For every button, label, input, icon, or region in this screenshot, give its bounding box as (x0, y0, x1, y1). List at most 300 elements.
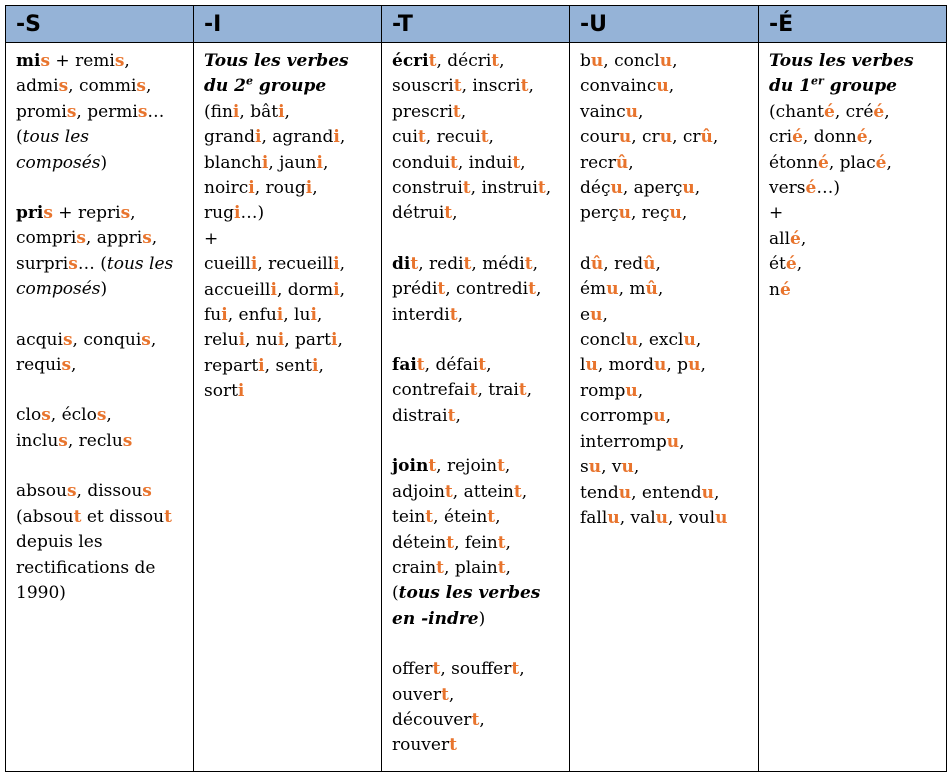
text-line (16, 74, 187, 99)
text-segment: , (633, 457, 640, 478)
ending-highlight: u (653, 355, 667, 376)
text-segment: , excl (638, 330, 684, 351)
ending-highlight: u (606, 279, 619, 300)
text-segment: cueill (204, 254, 251, 275)
text-segment: et dissou (81, 506, 165, 527)
text-segment: vers (769, 178, 806, 199)
text-segment: recr (580, 152, 616, 173)
text-line (580, 49, 752, 74)
text-line (392, 531, 563, 556)
ending-highlight: s (41, 405, 51, 426)
text-segment: promi (16, 101, 67, 122)
ending-highlight: u (653, 406, 666, 427)
text-segment: , (130, 203, 136, 224)
text-segment: (absou (16, 506, 74, 527)
text-segment: di (392, 253, 411, 274)
text-line (580, 125, 752, 150)
text-line (580, 430, 752, 455)
text-segment: + repri (52, 203, 121, 224)
text-line (769, 278, 940, 303)
ending-highlight: s (62, 329, 73, 350)
text-segment: , red (603, 253, 644, 274)
text-line (16, 403, 187, 428)
text-segment: , lu (283, 305, 311, 326)
text-segment: rectifications de (16, 557, 156, 578)
text-segment: souscri (392, 76, 454, 97)
ending-highlight: t (449, 735, 457, 756)
text-segment: , (712, 127, 719, 148)
text-segment: , (337, 330, 343, 351)
text-segment: composés (16, 152, 101, 173)
text-segment: , (499, 51, 505, 71)
text-segment: cui (392, 127, 418, 148)
ending-highlight: t (410, 253, 419, 274)
text-segment: , (867, 127, 873, 148)
text-segment: , (495, 507, 501, 528)
text-line (16, 505, 187, 530)
column-u-cell (570, 43, 759, 772)
text-segment: , bât (239, 101, 279, 122)
ending-highlight: t (449, 152, 458, 173)
text-line (204, 379, 375, 404)
ending-highlight: t (491, 51, 500, 71)
ending-highlight: u (688, 355, 701, 376)
text-line (204, 303, 375, 328)
text-segment: , concl (603, 51, 660, 71)
ending-highlight: i (331, 330, 338, 351)
text-segment: prédi (392, 279, 438, 300)
text-segment: , éclo (50, 405, 97, 426)
text-segment: , plac (828, 152, 876, 173)
text-line (392, 733, 563, 758)
text-segment: rouver (392, 735, 450, 756)
ending-highlight: t (512, 152, 521, 173)
ending-highlight: s (68, 253, 78, 274)
text-segment: clo (16, 405, 42, 426)
ending-highlight: é (824, 101, 835, 122)
text-line (392, 252, 563, 277)
ending-highlight: t (440, 684, 449, 705)
text-segment: distrai (392, 405, 448, 426)
text-line (392, 277, 563, 302)
spacer (392, 429, 563, 454)
ending-highlight: u (715, 507, 728, 528)
text-line (16, 328, 187, 353)
ending-highlight: t (469, 380, 478, 401)
ending-highlight: s (137, 101, 148, 122)
text-segment: , (505, 557, 511, 578)
text-segment: …) (240, 203, 265, 224)
text-segment: , (521, 481, 528, 502)
spacer (392, 632, 563, 657)
text-line (580, 252, 752, 277)
ending-highlight: t (444, 203, 453, 224)
text-segment: cour (580, 127, 619, 148)
text-segment: acqui (16, 329, 63, 350)
ending-highlight: é (779, 279, 791, 300)
text-segment: concl (580, 330, 626, 351)
text-segment: grand (204, 127, 255, 148)
ending-highlight: t (425, 507, 434, 528)
header-row (6, 6, 947, 43)
text-segment: , plain (444, 557, 498, 578)
text-segment: , (638, 101, 644, 122)
text-segment: , reclu (67, 430, 123, 451)
ending-highlight: i (261, 152, 269, 173)
ending-highlight: u (621, 457, 634, 478)
column-s-cell (6, 43, 194, 772)
text-segment: , (318, 355, 324, 376)
ending-highlight: t (432, 659, 441, 680)
text-segment: pri (16, 203, 44, 224)
text-line (392, 353, 563, 378)
text-segment: , étein (433, 507, 488, 528)
ending-highlight: t (417, 127, 426, 148)
text-segment: , (528, 76, 534, 97)
text-segment: ) (478, 608, 486, 629)
ending-highlight: t (73, 506, 82, 527)
text-line (392, 480, 563, 505)
text-segment: , v (601, 457, 622, 478)
text-segment: , (668, 76, 675, 97)
ending-highlight: u (618, 127, 632, 148)
text-line (769, 100, 940, 125)
text-segment: , m (618, 279, 646, 300)
text-segment: , commi (68, 76, 137, 97)
text-line (16, 581, 187, 606)
text-segment: , p (666, 355, 689, 376)
body-row (6, 43, 947, 772)
ending-highlight: t (497, 557, 506, 578)
text-line (204, 74, 375, 99)
text-segment: contrefai (392, 380, 470, 401)
text-segment: , trai (477, 380, 519, 401)
text-segment: , (672, 51, 678, 71)
ending-highlight: é (792, 127, 803, 148)
text-segment: , (339, 279, 346, 300)
ending-highlight: u (607, 507, 620, 528)
spacer (392, 227, 563, 252)
text-line (580, 277, 752, 302)
ending-highlight: é (805, 178, 817, 199)
ending-highlight: t (524, 253, 533, 274)
text-segment: découver (392, 709, 472, 730)
ending-highlight: s (120, 203, 131, 224)
ending-highlight: i (254, 127, 262, 148)
text-segment: , (628, 152, 634, 173)
text-segment: , (312, 178, 318, 199)
text-segment: fall (580, 507, 608, 528)
ending-highlight: u (618, 203, 631, 224)
column-t-cell (382, 43, 570, 772)
text-segment: , (695, 330, 702, 351)
text-segment: , dissou (76, 481, 143, 502)
text-line (769, 74, 940, 99)
text-line (580, 328, 752, 353)
ending-highlight: t (528, 279, 536, 300)
ending-highlight: i (312, 355, 319, 376)
text-segment: , décri (436, 51, 492, 71)
ending-highlight: s (96, 405, 107, 426)
text-line (769, 176, 940, 201)
text-segment: convainc (580, 76, 657, 97)
text-segment: blanch (204, 152, 262, 173)
text-segment: fu (204, 305, 222, 326)
ending-highlight: t (447, 405, 456, 426)
text-line (16, 125, 187, 150)
text-segment: , (532, 253, 538, 274)
text-line (580, 379, 752, 404)
text-segment: absou (16, 481, 67, 502)
text-line (204, 354, 375, 379)
text-segment: d (580, 253, 591, 274)
text-segment: , (151, 228, 158, 249)
text-segment: , donn (802, 127, 857, 148)
text-segment: + (769, 203, 784, 224)
text-segment: vainc (580, 101, 626, 122)
ending-highlight: u (625, 101, 639, 122)
text-segment: , défai (424, 355, 479, 376)
text-line (392, 581, 563, 606)
ending-highlight: i (276, 305, 284, 326)
ending-highlight: i (316, 152, 323, 173)
text-segment: écri (392, 51, 429, 71)
text-segment: adjoin (392, 481, 445, 502)
ending-highlight: û (643, 253, 656, 274)
text-segment: condui (392, 152, 450, 173)
ending-highlight: s (142, 228, 152, 249)
text-line (580, 74, 752, 99)
text-line (16, 201, 187, 226)
text-segment: , (339, 127, 346, 148)
text-segment: rug (204, 203, 234, 224)
ending-highlight: t (428, 51, 437, 71)
ending-highlight: s (76, 228, 86, 249)
text-line (392, 556, 563, 581)
text-segment: , (452, 203, 458, 224)
text-segment: groupe (253, 76, 327, 97)
text-segment: , (637, 380, 644, 401)
text-segment: mi (16, 51, 41, 71)
text-segment: ouver (392, 684, 441, 705)
text-segment: fai (392, 355, 417, 376)
ending-highlight: û (590, 253, 604, 274)
ending-highlight: i (221, 305, 228, 326)
ending-highlight: u (656, 76, 669, 97)
text-segment: , nu (245, 330, 278, 351)
text-segment: , val (619, 507, 656, 528)
text-line (392, 100, 563, 125)
ending-highlight: t (164, 506, 172, 527)
text-segment: en -indre (392, 608, 479, 629)
ending-highlight: i (232, 101, 240, 122)
text-line (392, 176, 563, 201)
text-segment: , enfu (227, 305, 277, 326)
text-line (580, 100, 752, 125)
ending-highlight: t (436, 557, 445, 578)
text-segment: e (246, 74, 253, 88)
ending-highlight: i (278, 101, 285, 122)
text-line (204, 328, 375, 353)
ending-highlight: i (333, 279, 340, 300)
text-segment: , recui (425, 127, 481, 148)
text-segment: corromp (580, 406, 654, 427)
spacer (16, 176, 187, 201)
ending-highlight: u (669, 203, 682, 224)
text-segment: , cr (631, 127, 660, 148)
text-line (16, 353, 187, 378)
ending-highlight: û (615, 152, 629, 173)
text-segment: du 2 (204, 76, 246, 97)
text-line (769, 125, 940, 150)
text-segment: du 1 (769, 76, 811, 97)
text-segment: + (204, 228, 219, 249)
header-i: -I (194, 6, 382, 43)
ending-highlight: t (518, 380, 527, 401)
text-line (392, 378, 563, 403)
text-segment: , (519, 659, 525, 680)
text-segment: , (886, 152, 892, 173)
text-segment: , (455, 405, 461, 426)
text-segment: , instrui (470, 178, 538, 199)
text-segment: , conqui (72, 329, 142, 350)
text-line (580, 455, 752, 480)
ending-highlight: s (61, 355, 72, 376)
text-segment: romp (580, 380, 626, 401)
text-segment: all (769, 228, 791, 249)
text-line (204, 100, 375, 125)
text-line (16, 151, 187, 176)
ending-highlight: s (58, 76, 69, 97)
text-line (16, 49, 187, 74)
text-segment: , (124, 51, 130, 71)
spacer (16, 303, 187, 328)
text-segment: er (811, 74, 824, 88)
text-segment: , (665, 406, 672, 427)
ending-highlight: t (537, 178, 546, 199)
text-segment: , (694, 178, 701, 199)
ending-highlight: s (66, 481, 77, 502)
text-segment: , (479, 709, 485, 730)
text-segment: , (657, 279, 664, 300)
spacer (392, 328, 563, 353)
text-line (580, 506, 752, 531)
ending-highlight: u (590, 51, 604, 71)
text-segment: , (714, 482, 720, 503)
text-line (204, 125, 375, 150)
text-segment: , (316, 305, 323, 326)
text-line (392, 708, 563, 733)
text-segment: n (769, 279, 780, 300)
column-i-cell (194, 43, 382, 772)
text-segment: , (145, 76, 152, 97)
text-line (580, 201, 752, 226)
text-line (392, 505, 563, 530)
text-line (769, 49, 940, 74)
header-u: -U (570, 6, 759, 43)
text-segment: tous les verbes (398, 583, 541, 604)
ending-highlight: t (453, 76, 462, 97)
text-segment: crain (392, 557, 437, 578)
text-line (16, 252, 187, 277)
spacer (580, 227, 752, 252)
ending-highlight: s (136, 76, 146, 97)
ending-highlight: t (462, 178, 471, 199)
ending-highlight: u (683, 330, 696, 351)
text-segment: Tous les verbes (769, 51, 914, 71)
text-line (16, 100, 187, 125)
ending-highlight: t (513, 481, 522, 502)
ending-highlight: i (333, 254, 340, 275)
text-segment: interromp (580, 431, 667, 452)
text-segment: , sent (264, 355, 313, 376)
ending-highlight: t (446, 532, 455, 553)
ending-highlight: i (333, 127, 340, 148)
text-line (204, 252, 375, 277)
text-segment: , jaun (268, 152, 317, 173)
text-segment: , fein (454, 532, 498, 553)
text-segment: cri (769, 127, 793, 148)
ending-highlight: u (625, 330, 639, 351)
text-line (580, 404, 752, 429)
text-segment: surpri (16, 253, 69, 274)
text-line (392, 607, 563, 632)
text-segment: ( (392, 583, 399, 604)
text-line (580, 151, 752, 176)
ending-highlight: t (480, 127, 489, 148)
text-segment: , (457, 304, 463, 325)
ending-highlight: s (122, 430, 133, 451)
text-line (392, 125, 563, 150)
text-segment: depuis les (16, 532, 103, 553)
text-segment: déç (580, 178, 611, 199)
ending-highlight: u (610, 178, 623, 199)
text-segment: , souffer (440, 659, 512, 680)
text-segment: (chant (769, 101, 825, 122)
text-segment: , (322, 152, 329, 173)
text-segment: , indui (457, 152, 513, 173)
header-s: -S (6, 6, 194, 43)
text-segment: ) (100, 152, 108, 173)
ending-highlight: i (305, 178, 313, 199)
text-segment: offer (392, 659, 433, 680)
text-segment: sort (204, 381, 238, 402)
text-line (16, 429, 187, 454)
text-segment: , (535, 279, 542, 300)
text-segment: , (884, 101, 890, 122)
text-segment: , inscri (461, 76, 521, 97)
ending-highlight: é (785, 254, 797, 275)
text-segment: , (284, 101, 290, 122)
ending-highlight: é (818, 152, 829, 173)
text-segment: admi (16, 76, 59, 97)
text-segment: , (602, 304, 608, 325)
text-line (580, 353, 752, 378)
text-segment: , cré (834, 101, 874, 122)
ending-highlight: i (310, 305, 317, 326)
text-segment: , entend (631, 482, 702, 503)
text-line (16, 277, 187, 302)
text-segment: , (448, 684, 455, 705)
header-e-acute: -É (759, 6, 947, 43)
text-segment: , (504, 456, 511, 477)
text-segment: tous les (106, 253, 174, 274)
text-segment: , aperç (622, 178, 683, 199)
text-segment: , redi (418, 253, 464, 274)
ending-highlight: t (463, 253, 472, 274)
text-line (769, 201, 940, 226)
ending-highlight: t (511, 659, 520, 680)
